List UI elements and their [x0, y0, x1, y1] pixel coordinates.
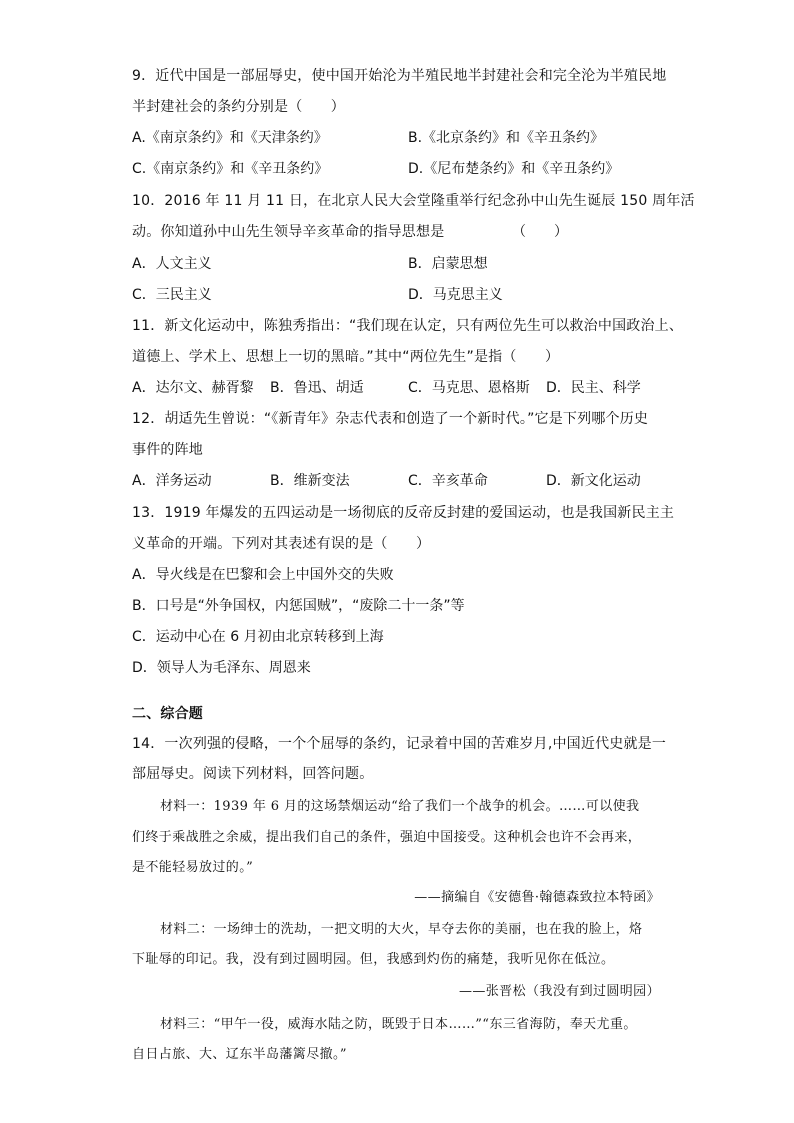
material2-line1: 材料二：一场绅士的洗劫，一把文明的大火，早夺去你的美丽，也在我的脸上，烙 — [160, 922, 643, 937]
material3-line2: 自日占旅、大、辽东半岛藩篱尽撤。” — [132, 1047, 347, 1062]
material2-line2: 下耻辱的印记。我，没有到过圆明园。但，我感到灼伤的痛楚，我听见你在低泣。 — [132, 952, 615, 967]
q10-option-c: C．三民主义 — [132, 287, 212, 303]
q14-stem-line1: 14．一次列强的侵略，一个个屈辱的条约，记录着中国的苦难岁月,中国近代史就是一 — [132, 736, 667, 752]
q11-stem-line2: 道德上、学术上、思想上一切的黑暗。”其中“两位先生”是指（ ） — [132, 349, 560, 365]
q13-option-c: C．运动中心在 6 月初由北京转移到上海 — [132, 629, 384, 645]
material2-source: ——张晋松（我没有到过圆明园） — [458, 984, 660, 999]
q13-stem-line1: 13．1919 年爆发的五四运动是一场彻底的反帝反封建的爱国运动，也是我国新民主主 — [132, 505, 675, 521]
q13-option-a: A．导火线是在巴黎和会上中国外交的失败 — [132, 567, 394, 583]
q9-option-a: A.《南京条约》和《天津条约》 — [132, 130, 328, 146]
q10-option-d: D．马克思主义 — [408, 287, 503, 303]
q12-option-c: C．辛亥革命 — [408, 473, 488, 489]
q12-option-b: B．维新变法 — [270, 473, 350, 489]
q13-option-b: B．口号是“外争国权，内惩国贼”，“废除二十一条”等 — [132, 598, 465, 614]
q11-option-a: A．达尔文、赫胥黎 — [132, 380, 254, 396]
q11-option-b: B．鲁迅、胡适 — [270, 380, 364, 396]
material3-line1: 材料三：“甲午一役，威海水陆之防，既毁于日本……”“东三省海防，奉天尤重。 — [160, 1017, 637, 1032]
q10-stem-line1: 10．2016 年 11 月 11 日，在北京人民大会堂隆重举行纪念孙中山先生诞辰 150 周年活 — [132, 193, 695, 209]
q13-stem-line2: 义革命的开端。下列对其表述有误的是（ ） — [132, 536, 431, 552]
q10-option-a: A．人文主义 — [132, 256, 212, 272]
q11-option-d: D．民主、科学 — [546, 380, 641, 396]
q11-option-c: C．马克思、恩格斯 — [408, 380, 530, 396]
q12-option-d: D．新文化运动 — [546, 473, 641, 489]
q9-stem-line1: 9．近代中国是一部屈辱史，使中国开始沦为半殖民地半封建社会和完全沦为半殖民地 — [132, 68, 667, 84]
q13-option-d: D．领导人为毛泽东、周恩来 — [132, 660, 311, 676]
q9-stem-line2: 半封建社会的条约分别是（ ） — [132, 99, 345, 115]
q9-option-b: B.《北京条约》和《辛丑条约》 — [408, 130, 605, 146]
material1-source: ——摘编自《安德鲁·翰德森致拉本特函》 — [414, 890, 660, 905]
q9-option-d: D.《尼布楚条约》和《辛丑条约》 — [408, 161, 620, 177]
material1-line1: 材料一：1939 年 6 月的这场禁烟运动“给了我们一个战争的机会。……可以使我 — [160, 799, 640, 814]
q9-option-c: C.《南京条约》和《辛丑条约》 — [132, 161, 329, 177]
section-heading: 二、综合题 — [132, 706, 203, 722]
q11-stem-line1: 11．新文化运动中，陈独秀指出：“我们现在认定，只有两位先生可以救治中国政治上、 — [132, 318, 684, 334]
material1-line3: 是不能轻易放过的。” — [132, 860, 254, 875]
q10-option-b: B．启蒙思想 — [408, 256, 488, 272]
q12-stem-line2: 事件的阵地 — [132, 442, 203, 458]
q12-stem-line1: 12．胡适先生曾说：“《新青年》杂志代表和创造了一个新时代。”它是下列哪个历史 — [132, 411, 649, 427]
q12-option-a: A．洋务运动 — [132, 473, 212, 489]
q14-stem-line2: 部屈辱史。阅读下列材料，回答问题。 — [132, 766, 374, 782]
q10-answer-paren: （ ） — [512, 224, 568, 240]
material1-line2: 们终于乘战胜之余威，提出我们自己的条件，强迫中国接受。这种机会也许不会再来， — [132, 830, 642, 845]
q10-stem-line2: 动。你知道孙中山先生领导辛亥革命的指导思想是 — [132, 224, 445, 240]
